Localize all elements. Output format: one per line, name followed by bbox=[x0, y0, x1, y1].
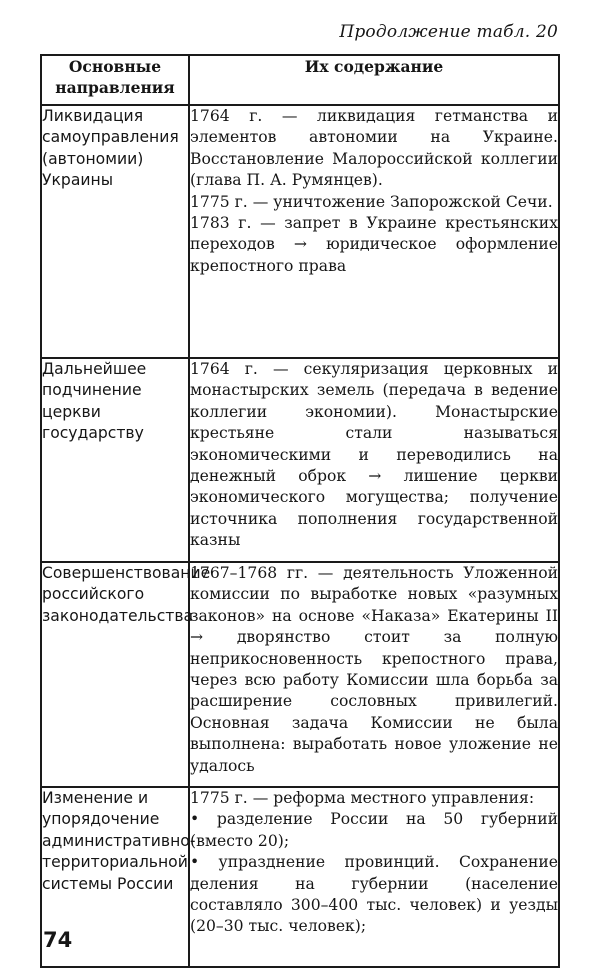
page-number: 74 bbox=[43, 928, 73, 952]
row-content bbox=[189, 787, 559, 967]
table-header-row bbox=[41, 55, 559, 105]
header-directions: Основные направления bbox=[41, 55, 189, 105]
header-content: Их содержание bbox=[189, 55, 559, 105]
content-paragraph: • разделение России на 50 губерний (вместо 20); bbox=[190, 810, 558, 850]
row-content bbox=[189, 358, 559, 562]
table-caption: Продолжение табл. 20 bbox=[339, 22, 558, 42]
row-direction: Совершенствование российского законодательства bbox=[41, 562, 189, 787]
row-direction: Изменение и упорядочение административно-территориальной системы России bbox=[41, 787, 189, 967]
content-paragraph: 1783 г. — запрет в Украине крестьянских переходов → юридическое оформление крепостного права bbox=[190, 214, 558, 275]
table-row bbox=[41, 358, 559, 562]
content-paragraph: 1764 г. — секуляризация церковных и монастырских земель (передача в ведение коллегии экономии). Монастырские крестьяне стали называться экономическими и переводились на денежный оброк → лишение церкви экономического могущества; получение источника пополнения государственной казны bbox=[190, 360, 558, 550]
row-direction: Дальнейшее подчинение церкви государству bbox=[41, 358, 189, 562]
content-paragraph: 1775 г. — реформа местного управления: bbox=[190, 789, 535, 807]
table-row bbox=[41, 787, 559, 967]
content-paragraph: 1764 г. — ликвидация гетманства и элементов автономии на Украине. Восстановление Малороссийской коллегии (глава П. А. Румянцев). bbox=[190, 107, 558, 190]
content-paragraph: 1767–1768 гг. — деятельность Уложенной комиссии по выработке новых «разумных законов» на основе «Наказа» Екатерины II → дворянство стоит за полную неприкосновенность крепостного права, через всю работу Комиссии шла борьба за расширение сословных привилегий. Основная задача Комиссии не была выполнена: выработать новое уложение не удалось bbox=[190, 564, 558, 775]
row-direction: Ликвидация самоуправления (автономии) Украины bbox=[41, 105, 189, 358]
row-content bbox=[189, 105, 559, 358]
reforms-table bbox=[40, 54, 560, 968]
content-paragraph: • упразднение провинций. Сохранение деления на губернии (население составляло 300–400 тыс. человек) и уезды (20–30 тыс. человек); bbox=[190, 853, 558, 936]
table-row bbox=[41, 105, 559, 358]
row-content bbox=[189, 562, 559, 787]
table-row bbox=[41, 562, 559, 787]
content-paragraph: 1775 г. — уничтожение Запорожской Сечи. bbox=[190, 192, 553, 211]
